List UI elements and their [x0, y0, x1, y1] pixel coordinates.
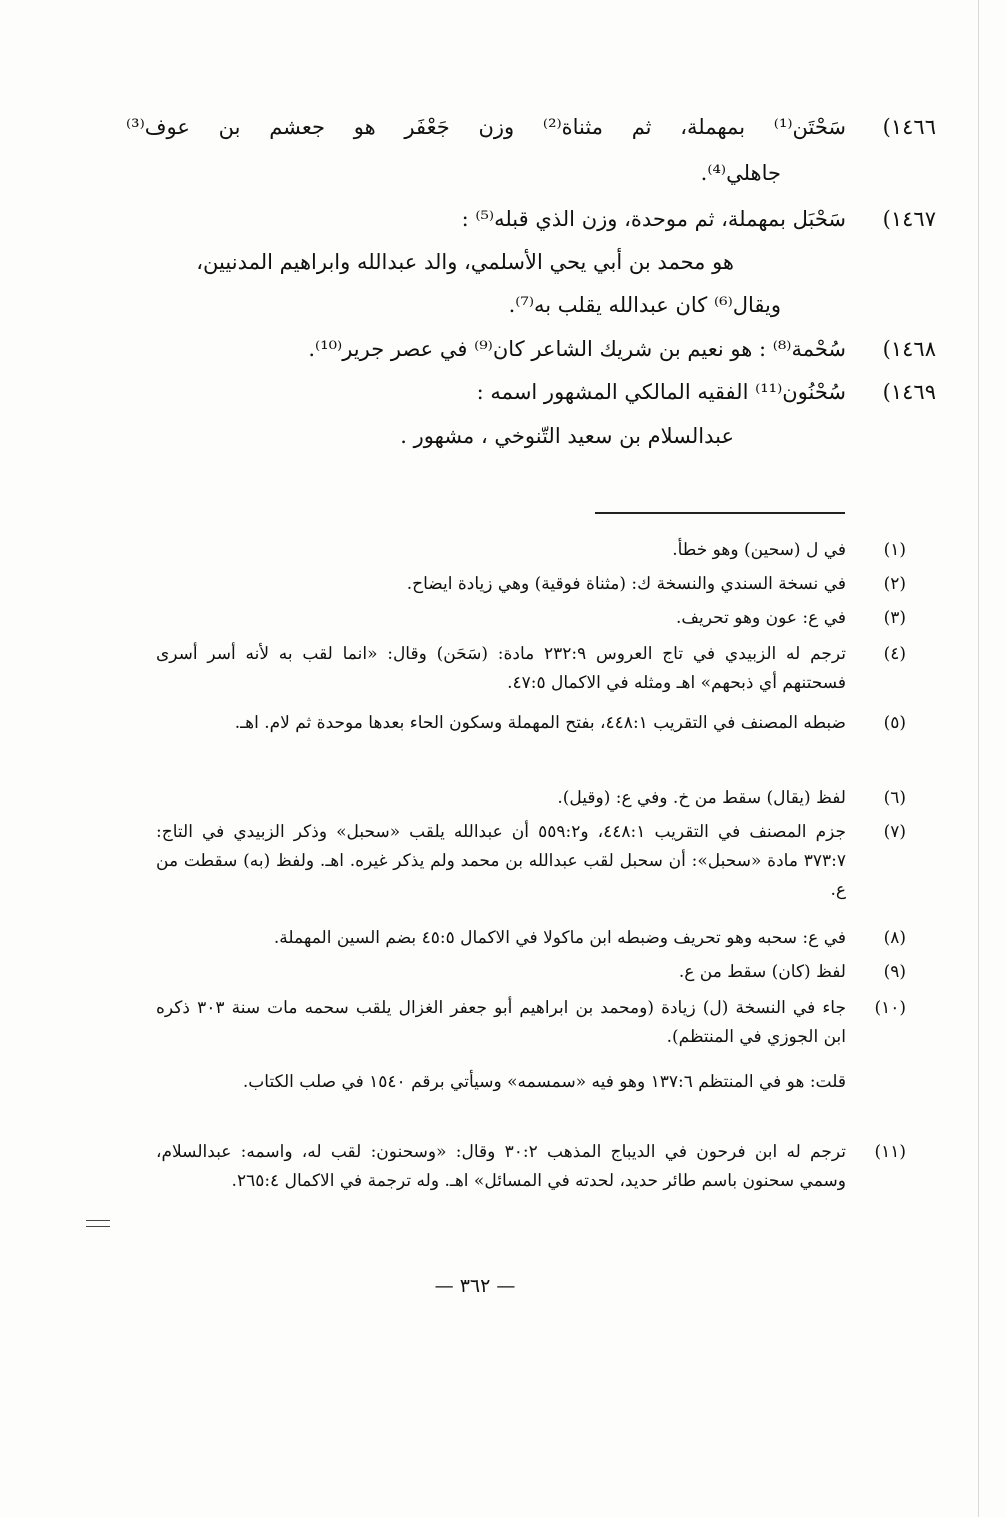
footnote-text: في ع: عون وهو تحريف.: [676, 608, 846, 628]
footnote-3: [156, 604, 906, 633]
footnote-6: [156, 784, 906, 813]
entry-number: ١٤٦٨): [882, 337, 936, 361]
entry-text-line: جاهلي⁽⁴⁾.: [700, 161, 781, 185]
footnote-8: [156, 924, 906, 953]
footnote-10: [156, 994, 906, 1052]
entry-number: ١٤٦٩): [882, 380, 936, 404]
footnote-number: (٧): [883, 822, 906, 842]
footnote-text: جزم المصنف في التقريب ٤٤٨:١، و٥٥٩:٢ أن عبدالله يلقب «سحبل» وذكر الزبيدي في التاج: ٣٧٣:٧ مادة «سحبل»: أن سحبل لقب عبدالله بن محمد ولم يذكر غيره. اهـ. ولفظ (به) سقطت من ع.: [156, 822, 846, 900]
entry-number: ١٤٦٧): [882, 207, 936, 231]
footnote-separator: [595, 512, 845, 514]
entry-text-line: عبدالسلام بن سعيد التّنوخي ، مشهور .: [400, 424, 734, 448]
footnote-text: قلت: هو في المنتظم ١٣٧:٦ وهو فيه «سمسمه» وسيأتي برقم ١٥٤٠ في صلب الكتاب.: [242, 1072, 846, 1092]
footnote-text: لفظ (يقال) سقط من خ. وفي ع: (وقيل).: [557, 788, 846, 808]
entry-text-line: سَحْتَن⁽¹⁾ بمهملة، ثم مثناة⁽²⁾ وزن جَعْفَر هو جعشم بن عوف⁽³⁾: [126, 115, 846, 139]
footnote-number: (٢): [883, 574, 906, 594]
footnote-number: (٤): [883, 644, 906, 664]
margin-mark: [86, 1220, 110, 1227]
footnote-number: (٩): [883, 962, 906, 982]
entry-text-line: سُحْمة⁽⁸⁾ : هو نعيم بن شريك الشاعر كان⁽⁹⁾ في عصر جرير⁽¹⁰⁾.: [308, 337, 846, 361]
footnote-1: [156, 536, 906, 565]
footnote-number: (١١): [874, 1142, 906, 1162]
footnote-text: ترجم له الزبيدي في تاج العروس ٢٣٢:٩ مادة: (سَحَن) وقال: «انما لقب به لأنه أسر أسرى فسحتنهم أي ذبحهم» اهـ ومثله في الاكمال ٤٧:٥.: [156, 644, 846, 693]
footnote-7: [156, 818, 906, 905]
entry-1468: [126, 330, 936, 369]
footnote-number: (١٠): [874, 998, 906, 1018]
entry-1467: [126, 200, 936, 239]
footnote-11: [156, 1138, 906, 1196]
footnote-10-continued: [156, 1068, 846, 1097]
entry-text-line: ويقال⁽⁶⁾ كان عبدالله يقلب به⁽⁷⁾.: [508, 293, 781, 317]
footnote-2: [156, 570, 906, 599]
footnote-9: [156, 958, 906, 987]
footnote-number: (٨): [883, 928, 906, 948]
footnote-5: [156, 709, 906, 738]
footnote-text: في ع: سحبه وهو تحريف وضبطه ابن ماكولا في الاكمال ٤٥:٥ بضم السين المهملة.: [273, 928, 846, 948]
page-number: — ٣٦٢ —: [434, 1275, 516, 1297]
footnote-text: ضبطه المصنف في التقريب ٤٤٨:١، بفتح المهملة وسكون الحاء بعدها موحدة ثم لام. اهـ.: [234, 713, 846, 733]
footnote-number: (٦): [883, 788, 906, 808]
entry-text-line: سُحْنُون⁽¹¹⁾ الفقيه المالكي المشهور اسمه :: [476, 380, 846, 404]
footnote-number: (٣): [883, 608, 906, 628]
entry-number: ١٤٦٦): [882, 115, 936, 139]
footnote-text: في ل (سحين) وهو خطأ.: [672, 540, 846, 560]
footnote-text: جاء في النسخة (ل) زيادة (ومحمد بن ابراهيم أبو جعفر الغزال يلقب سحمه مات سنة ٣٠٣ ذكره ابن الجوزي في المنتظم).: [156, 998, 846, 1047]
footnote-number: (١): [883, 540, 906, 560]
entry-text-line: سَحْبَل بمهملة، ثم موحدة، وزن الذي قبله⁽⁵⁾ :: [461, 207, 846, 231]
footnote-text: في نسخة السندي والنسخة ك: (مثناة فوقية) وهي زيادة ايضاح.: [406, 574, 846, 594]
footnote-4: [156, 640, 906, 698]
entry-1466: [126, 108, 936, 147]
footnote-text: ترجم له ابن فرحون في الديباج المذهب ٣٠:٢ وقال: «وسحنون: لقب له، واسمه: عبدالسلام، وسمي سحنون باسم طائر حديد، لحدته في المسائل» اهـ. وله ترجمة في الاكمال ٢٦٥:٤.: [156, 1142, 846, 1191]
entry-1469: [126, 373, 936, 412]
footnote-number: (٥): [883, 713, 906, 733]
entry-text-line: هو محمد بن أبي يحي الأسلمي، والد عبدالله وابراهيم المدنيين،: [196, 250, 734, 274]
scan-edge: [978, 0, 979, 1517]
footnote-text: لفظ (كان) سقط من ع.: [678, 962, 846, 982]
